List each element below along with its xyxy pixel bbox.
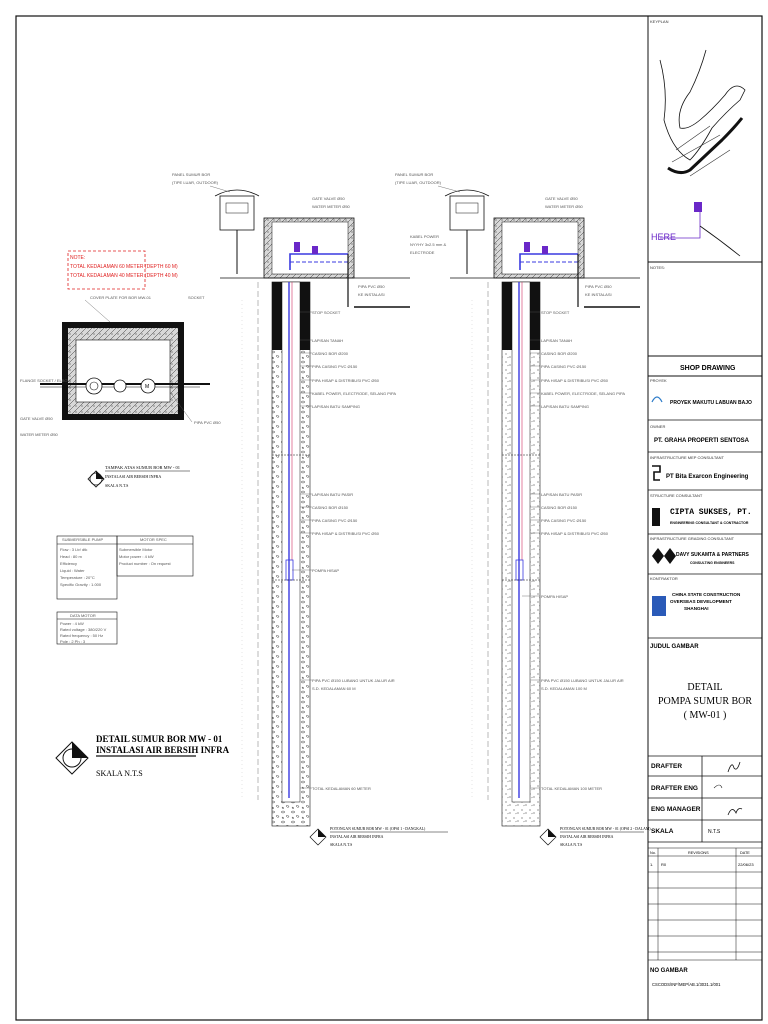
section-2-marker [540,829,556,845]
section-1-caption-2: INSTALASI AIR BERSIH INFRA [330,835,384,839]
plan-caption-1: TAMPAK ATAS SUMUR BOR MW - 01 [105,465,181,470]
mid-label: LAPISAN BATU PASIR [312,492,354,497]
keyplan-here-label: HERE [651,232,677,242]
plan-detail [20,251,221,488]
side-label: LAPISAN TANAH [312,338,344,343]
side-label: CASING BOR Ø200 [312,351,349,356]
section-2-caption: POTONGAN SUMUR BOR MW - 01 (OPSI 2 - DALAM) [560,827,651,831]
plan-socket-label: SOCKET [188,295,205,300]
rev-header-rev: REVISIONS [688,851,709,855]
spec-t1-line: Efficiency [60,561,78,566]
spec-t2-line: Motor power : 4 kW [119,554,154,559]
water-meter [542,246,548,254]
coastline [660,50,745,160]
meter-label: WATER METER Ø50 [312,204,350,209]
skala-label: SKALA [651,828,674,835]
valve-label: GATE VALVE Ø50 [545,196,578,201]
mep-value: PT Bita Exarcon Engineering [666,474,749,480]
depth-label: TOTAL KEDALAMAN 100 METER [541,786,603,791]
plan-top-label: COVER PLATE FOR BOR MW-01 [90,295,151,300]
rev-row-no: 1. [650,862,654,867]
shop-drawing-title: SHOP DRAWING [680,365,736,372]
side-label: CASING BOR Ø200 [541,351,578,356]
plan-label-gate: GATE VALVE Ø50 [20,416,53,421]
main-title-line-1: DETAIL SUMUR BOR MW - 01 [96,734,223,744]
screen-label: PIPA PVC Ø150 LUBANG UNTUK JALUR AIR [541,678,624,683]
meter-label: WATER METER Ø50 [545,204,583,209]
section-1-marker [310,829,326,845]
well-casing-circle [86,378,102,394]
main-title [56,734,230,778]
side-label: LAPISAN BATU SAMPING [312,404,360,409]
structure-sub: ENGINEERING CONSULTANT & CONTRACTOR [670,521,749,525]
plan-label-flange: FLANGE SOCKET / ELBOW [20,378,72,383]
drafter-eng-label: DRAFTER ENG [651,785,698,792]
keyplan-label: KEYPLAN [650,19,669,24]
proyek-label: PROYEK [650,378,667,383]
site-marker [694,202,702,212]
notes-label: NOTES: [650,265,665,270]
manager-signature [728,809,742,816]
main-section-marker [56,742,88,774]
kontraktor-line: CHINA STATE CONSTRUCTION [672,592,741,597]
mid-label: PIPA HISAP & DISTRIBUSI PVC Ø50 [312,531,379,536]
grading-value: DAVY SUKAMTA & PARTNERS [676,552,749,558]
plan-section-marker [88,471,104,487]
drafter-label: DRAFTER [651,763,683,770]
side-label: PIPA CASING PVC Ø150 [312,364,358,369]
plan-label-meter: WATER METER Ø50 [20,432,58,437]
mid-label: LAPISAN BATU PASIR [541,492,583,497]
panel-label: PANEL SUMUR BOR [395,172,434,177]
section-2-caption-3: SKALA N.T.S [560,843,583,847]
spec-t3-line: Rated frequency : 50 Hz [60,633,104,638]
spec-tables [57,536,193,644]
note-line-3: TOTAL KEDALAMAN 40 METER (DEPTH 40 M) [70,273,178,279]
spec-t3-line: Pole : 2 Ph : 3 [60,639,86,644]
outlet-pipe-label: PIPA PVC Ø50 [585,284,612,289]
depth-label: TOTAL KEDALAMAN 60 METER [312,786,371,791]
side-label: PIPA HISAP & DISTRIBUSI PVC Ø50 [541,378,608,383]
spec-table-2-title: MOTOR SPEC [140,537,167,542]
well-section-2 [395,172,651,847]
outlet-pipe-label: PIPA PVC Ø50 [358,284,385,289]
mid-label: PIPA CASING PVC Ø150 [312,518,358,523]
side-label: LAPISAN BATU SAMPING [541,404,589,409]
drafter-eng-signature [714,785,722,788]
side-label: KABEL POWER, ELECTRODE, SELANG PIPA [541,391,626,396]
mid-label: CASING BOR Ø150 [541,505,578,510]
no-gambar-value: CSCODS/INF/MEP/AB.1/3031.1/001 [652,982,721,987]
outlet-pipe-label: KE INSTALASI [585,292,612,297]
spec-t1-line: Specific Gravity : 1.000 [60,582,102,587]
cable-label: ELECTRODE [410,250,435,255]
valve-label: GATE VALVE Ø50 [312,196,345,201]
plan-label-pipe: PIPA PVC Ø50 [194,420,221,425]
spec-table-3-title: DATA MOTOR [70,613,96,618]
plan-caption-3: SKALA N.T.S [105,483,129,488]
grading-sub: CONSULTING ENGINEERS [690,561,735,565]
cable-label: KABEL POWER [410,234,439,239]
screen-label: S.D. KEDALAMAN 100 M [541,686,587,691]
kontraktor-line: OVERSEAS DEVELOPMENT [670,599,732,604]
note-line-1: NOTE: [70,255,86,261]
proyek-value: PROYEK MAKUTU LABUAN BAJO [670,400,752,406]
structure-label: STRUCTURE CONSULTANT [650,493,703,498]
judul-line-2: POMPA SUMUR BOR [657,696,753,707]
judul-label: JUDUL GAMBAR [650,644,699,650]
grading-label: INFRASTRUCTURE GRADING CONSULTANT [650,536,735,541]
grading-logo-icon [652,548,676,564]
structure-logo-icon [652,508,660,526]
keyplan [648,16,762,1020]
gate-valve [294,242,300,252]
kontraktor-value [670,592,742,611]
kontraktor-label: KONTRAKTOR [650,576,678,581]
judul-line-1: DETAIL [687,682,723,693]
section-2-caption-2: INSTALASI AIR BERSIH INFRA [560,835,614,839]
title-block [648,356,762,987]
panel-label-sub: (TIPE LUAR, OUTDOOR) [172,180,219,185]
mep-logo-icon [652,466,660,480]
eng-manager-label: ENG MANAGER [651,806,701,813]
owner-label: OWNER [650,424,666,429]
section-1-caption: POTONGAN SUMUR BOR MW - 01 (OPSI 1 - DANGKAL) [330,827,426,831]
kontraktor-logo-icon [652,596,666,616]
rev-row-rev: R0 [661,862,667,867]
side-label: PIPA HISAP & DISTRIBUSI PVC Ø50 [312,378,379,383]
side-label: STOP SOCKET [312,310,341,315]
cable-label: NYYHY 3x2.5 mm & [410,242,447,247]
gate-valve-symbol [114,380,126,392]
judul-line-3: ( MW-01 ) [683,710,727,721]
spec-t2-line: Submersible Motor [119,547,153,552]
pump-label: POMPA HISAP [541,594,569,599]
panel-label: PANEL SUMUR BOR [172,172,211,177]
plan-caption-2: INSTALASI AIR BERSIH INFRA [105,474,162,479]
screen-label: S.D. KEDALAMAN 60 M [312,686,356,691]
side-label: PIPA CASING PVC Ø150 [541,364,587,369]
drafter-signature [728,762,740,772]
side-label: STOP SOCKET [541,310,570,315]
mid-label: PIPA CASING PVC Ø150 [541,518,587,523]
note-line-2: TOTAL KEDALAMAN 60 METER (DEPTH 60 M) [70,264,178,270]
spec-t3-line: Rated voltage : 380/220 V [60,627,107,632]
side-label: KABEL POWER, ELECTRODE, SELANG PIPA [312,391,397,396]
water-meter [312,246,318,254]
svg-text:M: M [145,384,150,390]
no-gambar-label: NO GAMBAR [650,968,688,974]
structure-value: CIPTA SUKSES, PT. [670,508,752,517]
rev-header-date: DATE [740,851,750,855]
spec-t3-line: Power : 4 kW [60,621,84,626]
kontraktor-line: SHANGHAI [684,606,709,611]
owner-value: PT. GRAHA PROPERTI SENTOSA [654,438,750,444]
spec-t1-line: Flow : 3 Ltr/ dtk [60,547,88,552]
panel-label-sub: (TIPE LUAR, OUTDOOR) [395,180,442,185]
spec-t1-line: Liquid : Water [60,568,85,573]
spec-t2-line: Product number : On request [119,561,171,566]
gate-valve [524,242,530,252]
screen-label: PIPA PVC Ø150 LUBANG UNTUK JALUR AIR [312,678,395,683]
rev-header-no: No. [650,851,656,855]
proyek-logo-icon [652,397,662,402]
mid-label: CASING BOR Ø150 [312,505,349,510]
mid-label: PIPA HISAP & DISTRIBUSI PVC Ø50 [541,531,608,536]
main-title-scale: SKALA N.T.S [96,769,143,778]
side-label: LAPISAN TANAH [541,338,573,343]
outlet-pipe-label: KE INSTALASI [358,292,385,297]
mep-label: INFRASTRUCTURE MEP CONSULTANT [650,455,725,460]
spec-table-1-title: SUBMERSIBLE PUMP [62,537,104,542]
pump-label: POMPA HISAP [312,568,340,573]
spec-t1-line: Head : 80 m [60,554,82,559]
rev-row-date: 22/06/23 [738,862,754,867]
spec-t1-line: Temperature : 20°C [60,575,95,580]
main-title-line-2: INSTALASI AIR BERSIH INFRA [96,745,230,755]
skala-value: N.T.S [708,829,721,835]
section-1-caption-3: SKALA N.T.S [330,843,353,847]
